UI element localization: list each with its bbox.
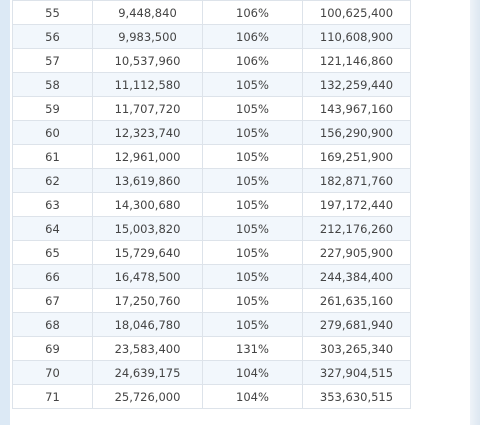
total-cell: 143,967,160 — [303, 97, 411, 121]
age-cell: 69 — [13, 337, 93, 361]
table-row — [13, 385, 411, 409]
total-cell: 121,146,860 — [303, 49, 411, 73]
total-cell: 169,251,900 — [303, 145, 411, 169]
table-row — [13, 265, 411, 289]
total-cell: 197,172,440 — [303, 193, 411, 217]
amount-cell: 11,112,580 — [93, 73, 203, 97]
table-row — [13, 241, 411, 265]
rate-cell: 105% — [203, 265, 303, 289]
rate-cell: 105% — [203, 73, 303, 97]
age-cell: 68 — [13, 313, 93, 337]
rate-cell: 131% — [203, 337, 303, 361]
rate-cell: 104% — [203, 361, 303, 385]
table-row — [13, 169, 411, 193]
rate-cell: 105% — [203, 217, 303, 241]
age-cell: 61 — [13, 145, 93, 169]
amount-cell: 17,250,760 — [93, 289, 203, 313]
rate-cell: 106% — [203, 25, 303, 49]
table-row — [13, 313, 411, 337]
age-cell: 65 — [13, 241, 93, 265]
rate-cell: 105% — [203, 241, 303, 265]
table-row — [13, 337, 411, 361]
table-row — [13, 1, 411, 25]
amount-cell: 10,537,960 — [93, 49, 203, 73]
rate-cell: 106% — [203, 49, 303, 73]
age-cell: 67 — [13, 289, 93, 313]
age-cell: 66 — [13, 265, 93, 289]
amount-cell: 9,983,500 — [93, 25, 203, 49]
table-row — [13, 145, 411, 169]
amount-cell: 9,448,840 — [93, 1, 203, 25]
rate-cell: 105% — [203, 169, 303, 193]
rate-cell: 105% — [203, 193, 303, 217]
rate-cell: 105% — [203, 145, 303, 169]
age-cell: 63 — [13, 193, 93, 217]
amount-cell: 18,046,780 — [93, 313, 203, 337]
table-row — [13, 193, 411, 217]
table-row — [13, 25, 411, 49]
total-cell: 353,630,515 — [303, 385, 411, 409]
age-cell: 55 — [13, 1, 93, 25]
amount-cell: 15,003,820 — [93, 217, 203, 241]
total-cell: 261,635,160 — [303, 289, 411, 313]
age-cell: 57 — [13, 49, 93, 73]
total-cell: 327,904,515 — [303, 361, 411, 385]
rate-cell: 104% — [203, 385, 303, 409]
age-cell: 59 — [13, 97, 93, 121]
age-cell: 71 — [13, 385, 93, 409]
amount-cell: 25,726,000 — [93, 385, 203, 409]
rate-cell: 106% — [203, 1, 303, 25]
table-row — [13, 289, 411, 313]
table-row — [13, 97, 411, 121]
total-cell: 212,176,260 — [303, 217, 411, 241]
data-table — [12, 0, 411, 409]
age-cell: 62 — [13, 169, 93, 193]
amount-cell: 15,729,640 — [93, 241, 203, 265]
amount-cell: 11,707,720 — [93, 97, 203, 121]
amount-cell: 12,323,740 — [93, 121, 203, 145]
total-cell: 132,259,440 — [303, 73, 411, 97]
table-body — [13, 1, 411, 409]
rate-cell: 105% — [203, 97, 303, 121]
amount-cell: 24,639,175 — [93, 361, 203, 385]
total-cell: 110,608,900 — [303, 25, 411, 49]
table-row — [13, 73, 411, 97]
age-cell: 56 — [13, 25, 93, 49]
table-row — [13, 49, 411, 73]
rate-cell: 105% — [203, 313, 303, 337]
amount-cell: 12,961,000 — [93, 145, 203, 169]
total-cell: 244,384,400 — [303, 265, 411, 289]
rate-cell: 105% — [203, 289, 303, 313]
amount-cell: 23,583,400 — [93, 337, 203, 361]
left-margin-strip — [0, 0, 10, 425]
table-row — [13, 121, 411, 145]
amount-cell: 14,300,680 — [93, 193, 203, 217]
right-scroll-strip[interactable] — [470, 0, 480, 425]
amount-cell: 13,619,860 — [93, 169, 203, 193]
table-row — [13, 361, 411, 385]
age-cell: 60 — [13, 121, 93, 145]
total-cell: 303,265,340 — [303, 337, 411, 361]
age-cell: 70 — [13, 361, 93, 385]
total-cell: 182,871,760 — [303, 169, 411, 193]
table-row — [13, 217, 411, 241]
rate-cell: 105% — [203, 121, 303, 145]
total-cell: 156,290,900 — [303, 121, 411, 145]
total-cell: 100,625,400 — [303, 1, 411, 25]
age-cell: 58 — [13, 73, 93, 97]
amount-cell: 16,478,500 — [93, 265, 203, 289]
total-cell: 279,681,940 — [303, 313, 411, 337]
age-cell: 64 — [13, 217, 93, 241]
total-cell: 227,905,900 — [303, 241, 411, 265]
